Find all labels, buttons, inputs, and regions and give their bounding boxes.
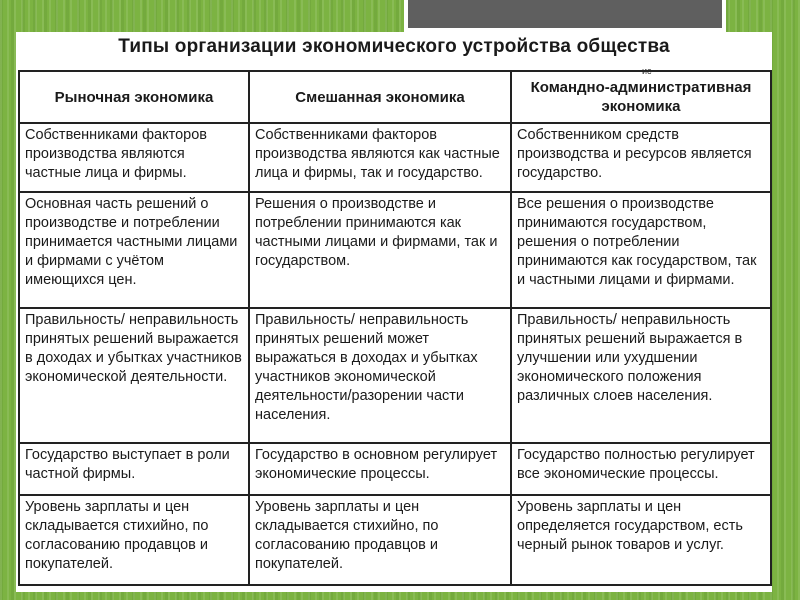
table-header-row [19, 71, 771, 123]
slide-card [16, 32, 772, 592]
cell-mixed-ownership: Собственниками факторов производства являются как частные лица и фирмы, так и государство. [249, 123, 511, 192]
table-row-prices [19, 495, 771, 585]
title-accent-box [404, 0, 726, 32]
cell-command-decisions: Все решения о производстве принимаются государством, решения о потреблении принимаются как государством, так и частными лицами и фирмами. [511, 192, 771, 308]
cell-command-outcomes: Правильность/ неправильность принятых решений выражается в улучшении или ухудшении экономического положения различных слоев населения. [511, 308, 771, 443]
cell-market-ownership: Собственниками факторов производства являются частные лица и фирмы. [19, 123, 249, 192]
cell-market-prices: Уровень зарплаты и цен складывается стихийно, по согласованию продавцов и покупателей. [19, 495, 249, 585]
header-command-economy: Командно-административная экономика [511, 71, 771, 123]
header-market-economy: Рыночная экономика [19, 71, 249, 123]
cell-market-decisions: Основная часть решений о производстве и потреблении принимается частными лицами и фирмами с учётом имеющихся цен. [19, 192, 249, 308]
cell-command-prices: Уровень зарплаты и цен определяется государством, есть черный рынок товаров и услуг. [511, 495, 771, 585]
economy-types-table [18, 70, 772, 586]
cell-mixed-decisions: Решения о производстве и потреблении принимаются как частными лицами и фирмами, так и государством. [249, 192, 511, 308]
table-row-state-role [19, 443, 771, 495]
cell-market-state-role: Государство выступает в роли частной фирмы. [19, 443, 249, 495]
cell-mixed-prices: Уровень зарплаты и цен складывается стихийно, по согласованию продавцов и покупателей. [249, 495, 511, 585]
table-title: Типы организации экономического устройства общества [118, 36, 670, 57]
table-row-ownership [19, 123, 771, 192]
cell-mixed-outcomes: Правильность/ неправильность принятых решений может выражаться в доходах и убытках участников экономической деятельности/разорении части населения. [249, 308, 511, 443]
corner-mark: ис [642, 66, 652, 76]
table-row-decisions [19, 192, 771, 308]
cell-command-state-role: Государство полностью регулирует все экономические процессы. [511, 443, 771, 495]
cell-mixed-state-role: Государство в основном регулирует экономические процессы. [249, 443, 511, 495]
cell-command-ownership: Собственником средств производства и ресурсов является государство. [511, 123, 771, 192]
header-mixed-economy: Смешанная экономика [249, 71, 511, 123]
table-row-outcomes [19, 308, 771, 443]
cell-market-outcomes: Правильность/ неправильность принятых решений выражается в доходах и убытках участников экономической деятельности. [19, 308, 249, 443]
